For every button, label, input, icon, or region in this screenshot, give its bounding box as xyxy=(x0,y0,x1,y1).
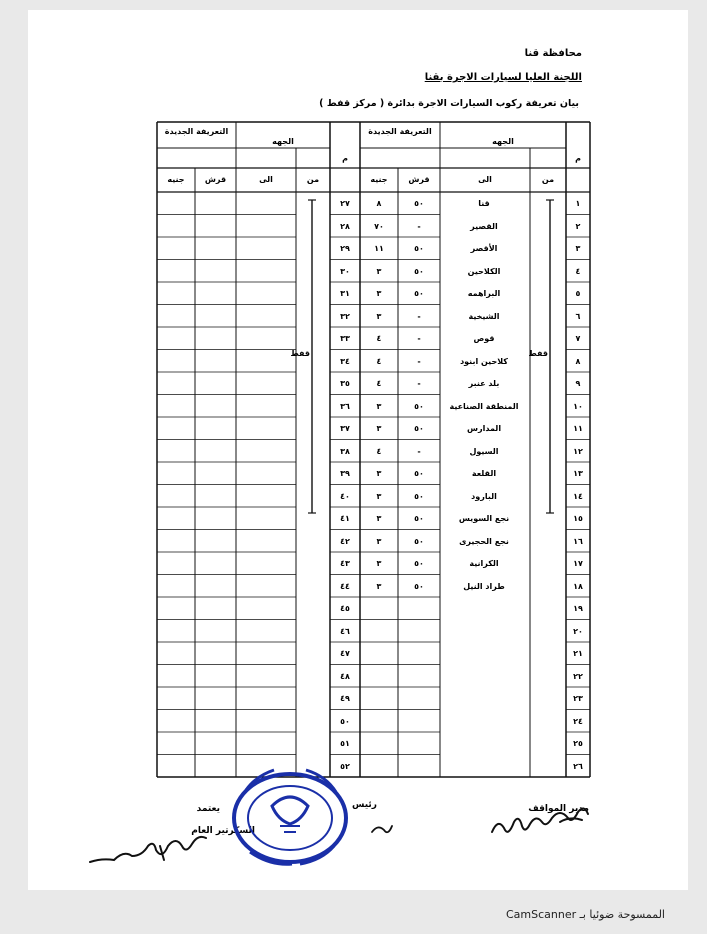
destination: قوص xyxy=(473,334,495,343)
fare-piasters: - xyxy=(417,311,421,321)
row-number: ٢٥ xyxy=(573,739,583,748)
fare-piasters: ٥٠ xyxy=(414,469,424,478)
row-number: ٤ xyxy=(575,266,581,276)
fare-pounds: ٧٠ xyxy=(374,221,384,231)
row-number: ١ xyxy=(575,199,581,208)
header-num: م xyxy=(342,154,348,163)
row-number: ٢٠ xyxy=(573,626,583,636)
row-number: ٤٣ xyxy=(340,559,350,568)
row-number: ٣٧ xyxy=(340,424,350,433)
destination: نجع الحجيرى xyxy=(459,536,509,546)
fare-pounds: ٣ xyxy=(376,266,382,276)
fare-pounds: ٣ xyxy=(376,469,382,478)
row-number: ١٩ xyxy=(573,604,583,613)
row-number: ٣٨ xyxy=(340,446,350,456)
fare-pounds: ٣ xyxy=(376,581,382,591)
row-number: ٣ xyxy=(575,244,581,253)
row-number: ٤٧ xyxy=(340,649,350,658)
row-number: ١٠ xyxy=(573,401,583,411)
row-number: ٤٤ xyxy=(340,581,350,591)
fare-piasters: ٥٠ xyxy=(414,244,424,253)
manager-title: مدير المواقف xyxy=(528,804,589,814)
manager-signature xyxy=(492,808,588,832)
fare-piasters: - xyxy=(417,446,421,456)
destination: المدارس xyxy=(466,424,502,433)
official-stamp xyxy=(234,770,346,864)
from-place: قفط xyxy=(290,348,310,358)
header-num: م xyxy=(575,154,581,163)
row-number: ٤٠ xyxy=(340,491,350,501)
fare-pounds: ٣ xyxy=(376,491,382,501)
row-number: ١٧ xyxy=(573,559,583,568)
row-number: ٥٠ xyxy=(340,716,350,726)
governorate-title: محافظة قنا xyxy=(524,48,582,59)
row-number: ٣٣ xyxy=(340,334,350,343)
fare-piasters: ٥٠ xyxy=(414,536,424,546)
secretary-signature xyxy=(90,837,206,862)
scanner-footer: الممسوحة ضوئيا بـ CamScanner xyxy=(505,908,665,921)
destination: الشيخية xyxy=(468,311,500,321)
row-number: ٣٥ xyxy=(340,379,350,388)
row-number: ٤١ xyxy=(340,514,350,523)
destination: كلاحين ابنود xyxy=(460,356,508,366)
row-number: ٧ xyxy=(575,334,581,343)
fare-piasters: ٥٠ xyxy=(414,491,424,501)
fare-piasters: - xyxy=(417,379,421,388)
row-number: ٤٦ xyxy=(340,626,350,636)
row-number: ١٦ xyxy=(573,536,583,546)
fare-piasters: - xyxy=(417,356,421,366)
row-number: ٦ xyxy=(575,311,581,321)
fare-piasters: ٥٠ xyxy=(414,514,424,523)
fare-piasters: ٥٠ xyxy=(414,266,424,276)
header-from: من xyxy=(306,175,320,184)
from-place: قفط xyxy=(528,348,548,358)
fare-pounds: ٤ xyxy=(376,334,382,343)
fare-pounds: ٣ xyxy=(376,514,382,523)
row-number: ٥ xyxy=(575,289,581,298)
row-number: ٢ xyxy=(575,221,581,231)
fare-piasters: ٥٠ xyxy=(414,401,424,411)
row-number: ٤٥ xyxy=(340,604,350,613)
destination: قنا xyxy=(478,199,490,208)
destination: القلعة xyxy=(471,469,497,478)
destination: الكلاحين xyxy=(467,266,501,276)
row-number: ١٨ xyxy=(573,581,583,591)
statement-title: بيان تعريفة ركوب السيارات الاجرة بدائرة ( مركز قفط ) xyxy=(319,98,579,109)
fare-pounds: ١١ xyxy=(374,244,384,253)
row-number: ٨ xyxy=(575,356,581,366)
fare-pounds: ٤ xyxy=(376,356,382,366)
row-number: ٢٨ xyxy=(340,221,350,231)
header-new-fare: التعريفة الجديدة xyxy=(368,127,432,136)
fare-pounds: ٤ xyxy=(376,446,382,456)
fare-piasters: - xyxy=(417,334,421,343)
fare-pounds: ٣ xyxy=(376,311,382,321)
row-number: ٢٣ xyxy=(573,694,583,703)
destination: الكرانية xyxy=(469,559,499,568)
approve-label: يعتمد xyxy=(196,804,220,814)
row-number: ٩ xyxy=(575,379,581,388)
row-number: ٤٩ xyxy=(340,694,350,703)
destination: المنطقة الصناعية xyxy=(449,401,519,411)
row-number: ١١ xyxy=(573,424,583,433)
fare-piasters: ٥٠ xyxy=(414,424,424,433)
row-number: ٤٨ xyxy=(340,671,350,681)
row-number: ٣٢ xyxy=(340,311,350,321)
row-number: ٣٩ xyxy=(340,469,350,478)
row-number: ١٢ xyxy=(573,446,583,456)
destination: البارود xyxy=(471,491,497,501)
fare-piasters: ٥٠ xyxy=(414,199,424,208)
destination: القصير xyxy=(470,221,498,231)
header-direction: الجهه xyxy=(492,137,514,146)
header-new-fare: التعريفة الجديدة xyxy=(164,127,229,136)
committee-title: اللجنة العليا لسيارات الاجرة بقنا xyxy=(424,72,582,83)
row-number: ٤٢ xyxy=(340,536,350,546)
fare-pounds: ٣ xyxy=(376,401,382,411)
row-number: ٢٦ xyxy=(573,761,583,771)
fare-pounds: ٣ xyxy=(376,559,382,568)
row-number: ٣١ xyxy=(340,289,350,298)
fare-pounds: ٨ xyxy=(376,199,382,208)
row-number: ٢٢ xyxy=(573,671,583,681)
fare-piasters: - xyxy=(417,221,421,231)
row-number: ٢٩ xyxy=(340,244,350,253)
row-number: ٢٧ xyxy=(340,199,350,208)
header-to: الى xyxy=(478,175,492,184)
header-pounds: جنيه xyxy=(370,175,388,184)
destination: نجع السويس xyxy=(458,514,510,523)
row-number: ٢٤ xyxy=(573,716,583,726)
secretary-title: السكرتير العام xyxy=(191,826,255,836)
row-number: ١٤ xyxy=(573,491,583,501)
row-number: ١٣ xyxy=(573,469,583,478)
fare-piasters: ٥٠ xyxy=(414,559,424,568)
header-pounds: جنيه xyxy=(167,175,185,184)
destination: السيول xyxy=(469,446,499,456)
row-number: ٣٠ xyxy=(340,266,350,276)
destination: الأقصر xyxy=(470,244,498,253)
row-number: ٢١ xyxy=(573,649,583,658)
chief-signature xyxy=(372,826,392,832)
row-number: ١٥ xyxy=(573,514,583,523)
fare-piasters: ٥٠ xyxy=(414,289,424,298)
destination: طراد النيل xyxy=(463,581,505,591)
row-number: ٣٦ xyxy=(340,401,350,411)
header-piasters: قرش xyxy=(408,175,430,184)
fare-pounds: ٣ xyxy=(376,289,382,298)
header-direction: الجهه xyxy=(272,137,294,146)
fare-pounds: ٣ xyxy=(376,536,382,546)
row-number: ٣٤ xyxy=(340,356,350,366)
fare-piasters: ٥٠ xyxy=(414,581,424,591)
destination: البراهمه xyxy=(467,289,501,298)
row-number: ٥٢ xyxy=(340,761,350,771)
fare-pounds: ٣ xyxy=(376,424,382,433)
row-number: ٥١ xyxy=(340,739,350,748)
chief-title: رئيس xyxy=(352,800,377,810)
header-from: من xyxy=(541,175,555,184)
header-to: الى xyxy=(259,175,273,184)
fare-pounds: ٤ xyxy=(376,379,382,388)
destination: بلد عنبر xyxy=(468,379,500,388)
header-piasters: قرش xyxy=(204,175,227,184)
